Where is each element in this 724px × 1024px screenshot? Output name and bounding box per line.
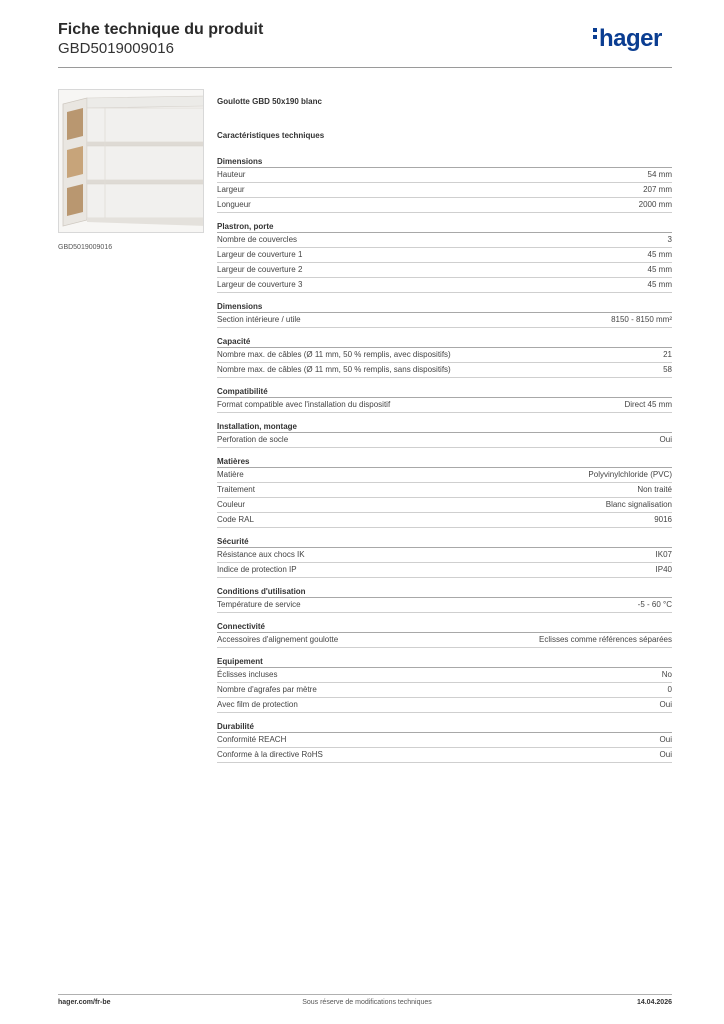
spec-label: Avec film de protection — [217, 700, 298, 709]
spec-value: -5 - 60 °C — [637, 600, 672, 609]
spec-label: Largeur de couverture 1 — [217, 250, 303, 259]
spec-label: Code RAL — [217, 515, 254, 524]
spec-value: Oui — [659, 735, 672, 744]
spec-section — [217, 456, 672, 528]
spec-value: 207 mm — [643, 185, 672, 194]
spec-label: Section intérieure / utile — [217, 315, 301, 324]
spec-row — [217, 513, 672, 528]
spec-value: 3 — [667, 235, 672, 244]
spec-value: 54 mm — [647, 170, 672, 179]
spec-value: Oui — [659, 750, 672, 759]
spec-value: 45 mm — [647, 265, 672, 274]
spec-value: Polyvinylchloride (PVC) — [588, 470, 672, 479]
document-title: Fiche technique du produit — [58, 21, 264, 38]
spec-row — [217, 233, 672, 248]
spec-row — [217, 313, 672, 328]
spec-value: Direct 45 mm — [624, 400, 672, 409]
spec-row — [217, 498, 672, 513]
product-image — [58, 89, 204, 233]
footer-divider — [58, 994, 672, 995]
spec-section — [217, 336, 672, 378]
spec-row — [217, 748, 672, 763]
product-code: GBD5019009016 — [58, 40, 174, 57]
spec-label: Largeur — [217, 185, 245, 194]
spec-value: 45 mm — [647, 250, 672, 259]
spec-row — [217, 633, 672, 648]
spec-row — [217, 668, 672, 683]
product-name: Goulotte GBD 50x190 blanc — [217, 97, 322, 106]
spec-row — [217, 248, 672, 263]
spec-label: Nombre de couvercles — [217, 235, 298, 244]
spec-label: Conforme à la directive RoHS — [217, 750, 323, 759]
spec-value: Blanc signalisation — [605, 500, 672, 509]
spec-section — [217, 621, 672, 648]
spec-value: IP40 — [655, 565, 672, 574]
spec-row — [217, 198, 672, 213]
image-caption: GBD5019009016 — [58, 244, 113, 251]
spec-label: Indice de protection IP — [217, 565, 297, 574]
spec-row — [217, 168, 672, 183]
spec-row — [217, 183, 672, 198]
spec-row — [217, 598, 672, 613]
cable-trunking-illustration — [59, 90, 204, 233]
section-title: Matières — [217, 456, 672, 468]
section-title: Dimensions — [217, 301, 672, 313]
spec-label: Hauteur — [217, 170, 246, 179]
spec-label: Largeur de couverture 3 — [217, 280, 303, 289]
spec-section — [217, 721, 672, 763]
footer-website-link[interactable]: hager.com/fr-be — [58, 999, 111, 1006]
spec-label: Nombre d'agrafes par mètre — [217, 685, 317, 694]
spec-value: 21 — [663, 350, 672, 359]
tech-characteristics-title: Caractéristiques techniques — [217, 131, 325, 140]
spec-value: 8150 - 8150 mm² — [611, 315, 672, 324]
spec-row — [217, 683, 672, 698]
hager-logo — [593, 27, 662, 51]
spec-value: Non traité — [637, 485, 672, 494]
logo-text: hager — [599, 25, 662, 52]
spec-row — [217, 733, 672, 748]
spec-label: Format compatible avec l'installation du dispositif — [217, 400, 391, 409]
spec-value: No — [661, 670, 672, 679]
spec-section — [217, 656, 672, 713]
spec-row — [217, 468, 672, 483]
logo-dots-icon — [593, 28, 597, 42]
spec-label: Température de service — [217, 600, 301, 609]
spec-section — [217, 536, 672, 578]
spec-row — [217, 548, 672, 563]
spec-value: 45 mm — [647, 280, 672, 289]
spec-value: 58 — [663, 365, 672, 374]
spec-value: Oui — [659, 435, 672, 444]
spec-label: Largeur de couverture 2 — [217, 265, 303, 274]
spec-section — [217, 421, 672, 448]
spec-label: Éclisses incluses — [217, 670, 278, 679]
spec-label: Matière — [217, 470, 244, 479]
footer-notice: Sous réserve de modifications techniques — [302, 999, 432, 1006]
spec-label: Couleur — [217, 500, 246, 509]
spec-row — [217, 398, 672, 413]
section-title: Sécurité — [217, 536, 672, 548]
header-divider — [58, 67, 672, 68]
section-title: Connectivité — [217, 621, 672, 633]
spec-value: 0 — [667, 685, 672, 694]
section-title: Plastron, porte — [217, 221, 672, 233]
section-title: Dimensions — [217, 156, 672, 168]
spec-label: Conformité REACH — [217, 735, 287, 744]
spec-value: IK07 — [655, 550, 672, 559]
spec-row — [217, 483, 672, 498]
spec-section — [217, 221, 672, 293]
spec-section — [217, 586, 672, 613]
spec-row — [217, 363, 672, 378]
spec-section — [217, 156, 672, 213]
spec-row — [217, 433, 672, 448]
spec-label: Nombre max. de câbles (Ø 11 mm, 50 % remplis, avec dispositifs) — [217, 350, 451, 359]
specifications-table — [217, 156, 672, 771]
spec-row — [217, 348, 672, 363]
section-title: Durabilité — [217, 721, 672, 733]
spec-row — [217, 698, 672, 713]
spec-row — [217, 278, 672, 293]
spec-value: Oui — [659, 700, 672, 709]
spec-label: Résistance aux chocs IK — [217, 550, 305, 559]
section-title: Equipement — [217, 656, 672, 668]
spec-value: 9016 — [654, 515, 672, 524]
spec-label: Longueur — [217, 200, 251, 209]
spec-label: Perforation de socle — [217, 435, 289, 444]
spec-value: Eclisses comme références séparées — [539, 635, 672, 644]
spec-section — [217, 386, 672, 413]
spec-label: Accessoires d'alignement goulotte — [217, 635, 339, 644]
spec-row — [217, 263, 672, 278]
spec-label: Nombre max. de câbles (Ø 11 mm, 50 % remplis, sans dispositifs) — [217, 365, 451, 374]
section-title: Installation, montage — [217, 421, 672, 433]
section-title: Conditions d'utilisation — [217, 586, 672, 598]
spec-section — [217, 301, 672, 328]
spec-row — [217, 563, 672, 578]
section-title: Compatibilité — [217, 386, 672, 398]
spec-label: Traitement — [217, 485, 255, 494]
spec-value: 2000 mm — [638, 200, 672, 209]
section-title: Capacité — [217, 336, 672, 348]
footer-date: 14.04.2026 — [636, 999, 672, 1006]
